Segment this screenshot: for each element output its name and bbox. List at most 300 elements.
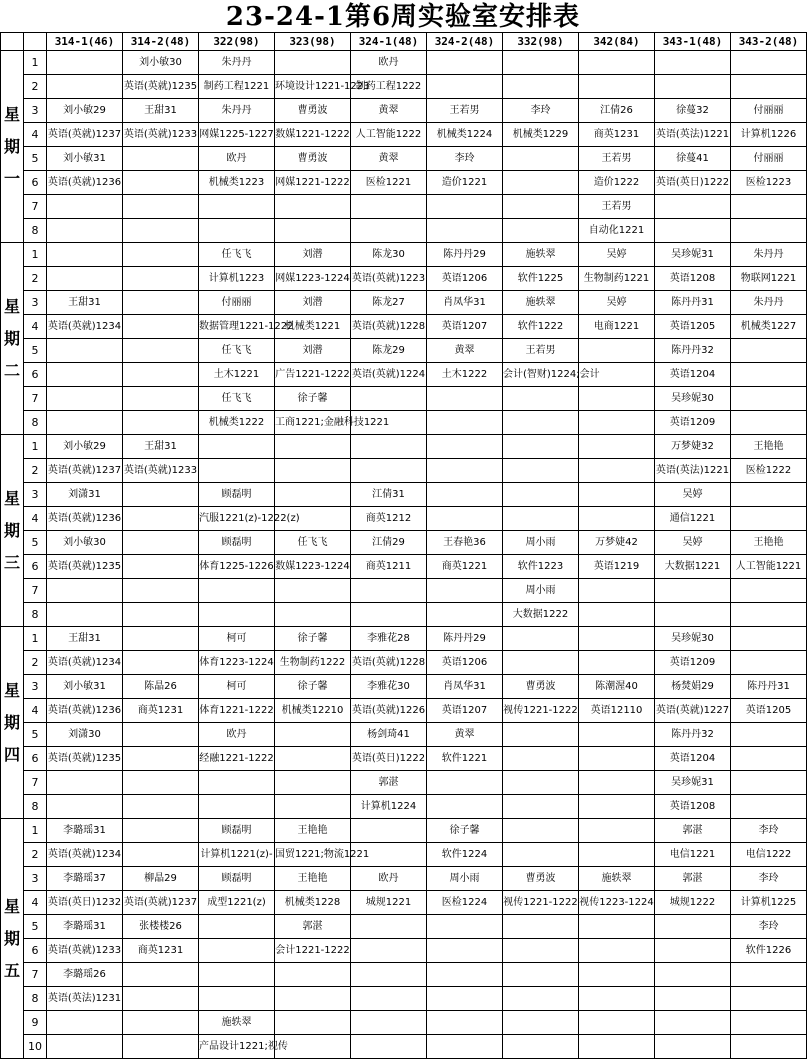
schedule-cell xyxy=(731,771,807,795)
schedule-cell xyxy=(123,411,199,435)
day-label-char: 星 xyxy=(3,488,20,508)
schedule-cell xyxy=(275,987,351,1011)
cell-text xyxy=(351,824,426,837)
cell-text xyxy=(275,584,350,597)
cell-text: 造价1221 xyxy=(441,177,488,188)
table-row xyxy=(1,579,807,603)
cell-text xyxy=(123,296,198,309)
schedule-cell xyxy=(503,579,579,603)
cell-text: 陈丹丹32 xyxy=(671,345,714,356)
schedule-cell xyxy=(199,267,275,291)
schedule-cell xyxy=(655,555,731,579)
cell-text: 英语(英就)1237 xyxy=(123,897,198,908)
cell-text xyxy=(351,968,426,981)
cell-text: 网媒1221-1222 xyxy=(275,177,350,188)
schedule-cell xyxy=(731,843,807,867)
schedule-cell xyxy=(275,435,351,459)
cell-text xyxy=(503,1040,578,1053)
schedule-cell xyxy=(579,531,655,555)
schedule-cell xyxy=(579,435,655,459)
cell-text xyxy=(579,464,654,477)
schedule-cell xyxy=(427,915,503,939)
cell-text: 刘小敏30 xyxy=(139,57,182,68)
cell-text xyxy=(351,608,426,621)
cell-text: 机械类12210 xyxy=(281,705,344,716)
schedule-cell xyxy=(427,195,503,219)
schedule-cell xyxy=(655,939,731,963)
cell-text: 徐蔓32 xyxy=(676,105,709,116)
cell-text xyxy=(579,920,654,933)
cell-text: 数据管理1221-1222 xyxy=(199,321,294,332)
cell-text: 江倩29 xyxy=(372,537,405,548)
schedule-cell xyxy=(123,603,199,627)
table-row xyxy=(1,819,807,843)
header-corner xyxy=(1,33,24,51)
table-row xyxy=(1,891,807,915)
day-label xyxy=(1,819,24,1059)
schedule-cell xyxy=(275,219,351,243)
cell-text: 江倩31 xyxy=(372,489,405,500)
cell-text xyxy=(351,992,426,1005)
schedule-cell xyxy=(427,651,503,675)
cell-text: 陈龙30 xyxy=(372,249,405,260)
schedule-cell xyxy=(731,579,807,603)
cell-text: 李玲 xyxy=(758,921,779,932)
cell-text: 李璐瑶26 xyxy=(63,969,106,980)
cell-text xyxy=(503,224,578,237)
schedule-cell xyxy=(731,747,807,771)
schedule-cell xyxy=(731,267,807,291)
cell-text xyxy=(123,272,198,285)
schedule-cell xyxy=(731,867,807,891)
cell-text: 英语(英就)1236 xyxy=(47,705,122,716)
cell-text: 黄翠 xyxy=(378,105,399,116)
cell-text xyxy=(579,632,654,645)
cell-text: 杨焚娟29 xyxy=(671,681,714,692)
cell-text xyxy=(275,464,350,477)
cell-text: 人工智能1221 xyxy=(735,561,802,572)
cell-text: 电信1222 xyxy=(745,849,792,860)
schedule-cell xyxy=(731,147,807,171)
schedule-cell xyxy=(427,531,503,555)
schedule-cell xyxy=(579,147,655,171)
schedule-cell xyxy=(275,267,351,291)
schedule-cell xyxy=(427,771,503,795)
cell-text xyxy=(123,656,198,669)
period-number: 7 xyxy=(24,579,47,603)
schedule-cell xyxy=(199,171,275,195)
schedule-cell xyxy=(123,795,199,819)
table-row xyxy=(1,339,807,363)
schedule-cell xyxy=(351,315,427,339)
cell-text xyxy=(503,920,578,933)
period-number: 2 xyxy=(24,459,47,483)
schedule-cell xyxy=(47,171,123,195)
cell-text: 英语(英就)1233 xyxy=(123,129,198,140)
cell-text: 英语1219 xyxy=(593,561,640,572)
schedule-cell xyxy=(275,195,351,219)
cell-text xyxy=(579,56,654,69)
cell-text: 大数据1221 xyxy=(664,561,721,572)
cell-text: 商英1211 xyxy=(365,561,412,572)
cell-text: 计算机1221(z)- xyxy=(200,849,273,860)
cell-text: 软件1225 xyxy=(517,273,564,284)
cell-text: 李玲 xyxy=(758,825,779,836)
schedule-cell xyxy=(199,531,275,555)
cell-text xyxy=(503,200,578,213)
schedule-cell xyxy=(579,747,655,771)
cell-text xyxy=(123,824,198,837)
day-label-char: 期 xyxy=(3,712,20,732)
cell-text: 数媒1223-1224 xyxy=(275,561,350,572)
period-number: 3 xyxy=(24,291,47,315)
cell-text: 刘潇31 xyxy=(68,489,101,500)
cell-text: 万梦婕32 xyxy=(671,441,714,452)
cell-text: 李玲 xyxy=(530,105,551,116)
period-number: 8 xyxy=(24,411,47,435)
cell-text xyxy=(427,608,502,621)
table-row xyxy=(1,99,807,123)
schedule-cell xyxy=(47,123,123,147)
schedule-cell xyxy=(351,771,427,795)
schedule-cell xyxy=(275,843,370,867)
cell-text xyxy=(427,488,502,501)
period-number: 2 xyxy=(24,75,47,99)
schedule-cell xyxy=(199,219,275,243)
cell-text xyxy=(503,440,578,453)
cell-text xyxy=(351,584,426,597)
cell-text: 刘潜 xyxy=(302,249,323,260)
schedule-cell xyxy=(199,771,275,795)
cell-text xyxy=(731,368,806,381)
cell-text: 任飞飞 xyxy=(297,537,328,548)
cell-text xyxy=(731,488,806,501)
cell-text: 王春艳36 xyxy=(443,537,486,548)
schedule-cell xyxy=(731,51,807,75)
cell-text: 徐子馨 xyxy=(297,393,328,404)
cell-text: 黄翠 xyxy=(378,153,399,164)
schedule-cell xyxy=(427,819,503,843)
cell-text: 英语1205 xyxy=(669,321,716,332)
schedule-cell xyxy=(123,219,199,243)
cell-text: 汽服1221(z)-1222(z) xyxy=(199,513,300,524)
schedule-cell xyxy=(427,1011,503,1035)
schedule-cell xyxy=(123,435,199,459)
cell-text: 计算机1223 xyxy=(208,273,265,284)
cell-text: 王艳艳 xyxy=(753,441,784,452)
schedule-cell xyxy=(731,243,807,267)
cell-text: 英语(英就)1233 xyxy=(47,945,122,956)
cell-text xyxy=(731,584,806,597)
schedule-cell xyxy=(275,603,351,627)
schedule-cell xyxy=(123,315,199,339)
schedule-cell xyxy=(579,219,655,243)
room-header: 322(98) xyxy=(199,33,275,51)
cell-text: 郭湛 xyxy=(302,921,323,932)
table-row xyxy=(1,939,807,963)
cell-text xyxy=(503,776,578,789)
cell-text: 广告1221-1222 xyxy=(275,369,350,380)
schedule-cell xyxy=(199,291,275,315)
cell-text xyxy=(579,656,654,669)
schedule-cell xyxy=(579,891,655,915)
cell-text: 李玲 xyxy=(758,873,779,884)
schedule-cell xyxy=(199,555,275,579)
cell-text xyxy=(503,152,578,165)
cell-text: 吴婷 xyxy=(682,489,703,500)
schedule-cell xyxy=(579,627,655,651)
schedule-cell xyxy=(275,771,351,795)
cell-text xyxy=(655,968,730,981)
schedule-cell xyxy=(123,291,199,315)
cell-text xyxy=(427,800,502,813)
schedule-cell xyxy=(199,75,275,99)
schedule-cell xyxy=(427,723,503,747)
schedule-cell xyxy=(731,891,807,915)
cell-text: 英语(英日)1222 xyxy=(655,177,730,188)
cell-text xyxy=(503,800,578,813)
table-row xyxy=(1,963,807,987)
cell-text: 王艳艳 xyxy=(753,537,784,548)
cell-text xyxy=(47,368,122,381)
cell-text: 英语(英就)1233 xyxy=(123,465,198,476)
cell-text: 英语(英日)1232 xyxy=(47,897,122,908)
schedule-cell xyxy=(579,675,655,699)
schedule-cell xyxy=(427,363,503,387)
day-label xyxy=(1,435,24,627)
schedule-cell xyxy=(275,147,351,171)
cell-text xyxy=(427,776,502,789)
cell-text xyxy=(199,440,274,453)
cell-text xyxy=(47,248,122,261)
schedule-cell xyxy=(47,243,123,267)
cell-text: 大数据1222 xyxy=(512,609,569,620)
day-label-char: 星 xyxy=(3,104,20,124)
cell-text: 朱丹丹 xyxy=(753,297,784,308)
schedule-cell xyxy=(199,123,275,147)
schedule-cell xyxy=(503,267,579,291)
schedule-cell xyxy=(123,843,199,867)
schedule-cell xyxy=(275,123,351,147)
table-row xyxy=(1,483,807,507)
cell-text: 欧丹 xyxy=(226,153,247,164)
schedule-cell xyxy=(47,267,123,291)
schedule-cell xyxy=(579,867,655,891)
schedule-cell xyxy=(427,267,503,291)
schedule-cell xyxy=(731,963,807,987)
cell-text: 城规1222 xyxy=(669,897,716,908)
schedule-cell xyxy=(275,1011,351,1035)
schedule-cell xyxy=(503,915,579,939)
schedule-cell xyxy=(427,459,503,483)
schedule-cell xyxy=(351,99,427,123)
room-header: 332(98) xyxy=(503,33,579,51)
schedule-cell xyxy=(199,1035,288,1059)
cell-text: 王甜31 xyxy=(144,441,177,452)
cell-text: 英语(英就)1234 xyxy=(47,849,122,860)
cell-text xyxy=(579,80,654,93)
schedule-cell xyxy=(351,627,427,651)
cell-text: 医检1223 xyxy=(745,177,792,188)
cell-text xyxy=(503,80,578,93)
schedule-cell xyxy=(351,531,427,555)
schedule-cell xyxy=(655,723,731,747)
schedule-cell xyxy=(731,411,807,435)
cell-text: 肖凤华31 xyxy=(443,297,486,308)
cell-text: 李雅花28 xyxy=(367,633,410,644)
cell-text xyxy=(579,848,654,861)
cell-text xyxy=(731,416,806,429)
schedule-cell xyxy=(579,459,655,483)
cell-text xyxy=(579,824,654,837)
schedule-cell xyxy=(199,435,275,459)
schedule-cell xyxy=(655,147,731,171)
schedule-cell xyxy=(351,579,427,603)
cell-text xyxy=(123,536,198,549)
schedule-cell xyxy=(503,195,579,219)
cell-text xyxy=(199,608,274,621)
schedule-cell xyxy=(731,555,807,579)
schedule-cell xyxy=(503,603,579,627)
cell-text: 软件1226 xyxy=(745,945,792,956)
period-number: 7 xyxy=(24,387,47,411)
schedule-cell xyxy=(47,459,123,483)
schedule-cell xyxy=(275,819,351,843)
schedule-cell xyxy=(503,819,579,843)
schedule-cell xyxy=(731,699,807,723)
cell-text: 黄翠 xyxy=(454,345,475,356)
period-number: 1 xyxy=(24,819,47,843)
schedule-cell xyxy=(579,651,655,675)
period-number: 5 xyxy=(24,531,47,555)
cell-text: 柯可 xyxy=(226,633,247,644)
cell-text: 万梦婕42 xyxy=(595,537,638,548)
schedule-cell xyxy=(275,483,351,507)
schedule-cell xyxy=(427,123,503,147)
cell-text xyxy=(123,200,198,213)
cell-text xyxy=(579,968,654,981)
schedule-cell xyxy=(199,459,275,483)
schedule-cell xyxy=(427,603,503,627)
schedule-cell xyxy=(275,675,351,699)
cell-text: 英语1204 xyxy=(669,753,716,764)
cell-text: 机械类1221 xyxy=(284,321,341,332)
schedule-cell xyxy=(655,195,731,219)
cell-text: 郭湛 xyxy=(682,825,703,836)
cell-text xyxy=(199,992,274,1005)
cell-text: 吴婷 xyxy=(606,297,627,308)
cell-text: 任飞飞 xyxy=(221,393,252,404)
schedule-cell xyxy=(427,963,503,987)
cell-text: 英语(英就)1236 xyxy=(47,513,122,524)
schedule-cell xyxy=(199,195,275,219)
schedule-cell xyxy=(731,507,807,531)
cell-text xyxy=(503,416,578,429)
cell-text: 江倩26 xyxy=(600,105,633,116)
period-number: 6 xyxy=(24,171,47,195)
cell-text: 周小雨 xyxy=(525,585,556,596)
schedule-cell xyxy=(427,747,503,771)
schedule-cell xyxy=(503,339,579,363)
cell-text xyxy=(503,824,578,837)
cell-text: 自动化1221 xyxy=(588,225,645,236)
period-number: 3 xyxy=(24,99,47,123)
schedule-cell xyxy=(427,675,503,699)
table-row xyxy=(1,219,807,243)
cell-text: 付丽丽 xyxy=(753,105,784,116)
cell-text xyxy=(731,608,806,621)
schedule-cell xyxy=(199,963,275,987)
schedule-cell xyxy=(123,939,199,963)
schedule-cell xyxy=(503,699,579,723)
schedule-cell xyxy=(579,1011,655,1035)
table-row xyxy=(1,411,807,435)
schedule-cell xyxy=(655,891,731,915)
schedule-cell xyxy=(351,51,427,75)
period-number: 10 xyxy=(24,1035,47,1059)
cell-text xyxy=(275,800,350,813)
room-header: 342(84) xyxy=(579,33,655,51)
cell-text: 施轶翠 xyxy=(525,297,556,308)
schedule-cell xyxy=(731,987,807,1011)
cell-text: 吴珍妮31 xyxy=(671,777,714,788)
schedule-cell xyxy=(351,723,427,747)
schedule-body xyxy=(1,33,807,1059)
cell-text: 施轶翠 xyxy=(601,873,632,884)
schedule-cell xyxy=(47,411,123,435)
cell-text xyxy=(655,608,730,621)
schedule-cell xyxy=(731,1035,807,1059)
schedule-cell xyxy=(579,555,655,579)
schedule-cell xyxy=(427,579,503,603)
cell-text: 英语1208 xyxy=(669,273,716,284)
schedule-cell xyxy=(275,723,351,747)
cell-text xyxy=(123,368,198,381)
schedule-cell xyxy=(503,651,579,675)
cell-text xyxy=(427,968,502,981)
schedule-cell xyxy=(47,699,123,723)
schedule-cell xyxy=(351,75,427,99)
cell-text xyxy=(427,1016,502,1029)
schedule-cell xyxy=(351,483,427,507)
cell-text: 徐蔓41 xyxy=(676,153,709,164)
schedule-cell xyxy=(351,387,427,411)
cell-text: 商英1231 xyxy=(137,705,184,716)
schedule-cell xyxy=(503,1011,579,1035)
schedule-cell xyxy=(579,1035,655,1059)
cell-text: 物联网1221 xyxy=(740,273,797,284)
cell-text: 陈潮渥40 xyxy=(595,681,638,692)
day-label-char: 一 xyxy=(3,168,20,188)
day-label-char: 期 xyxy=(3,136,20,156)
schedule-cell xyxy=(275,867,351,891)
schedule-cell xyxy=(351,555,427,579)
cell-text: 计算机1225 xyxy=(740,897,797,908)
schedule-cell xyxy=(275,531,351,555)
cell-text: 刘潜 xyxy=(302,297,323,308)
schedule-cell xyxy=(199,987,275,1011)
cell-text xyxy=(47,800,122,813)
cell-text xyxy=(579,392,654,405)
period-number: 4 xyxy=(24,699,47,723)
table-row xyxy=(1,987,807,1011)
cell-text xyxy=(123,392,198,405)
schedule-cell xyxy=(199,147,275,171)
period-number: 8 xyxy=(24,219,47,243)
schedule-cell xyxy=(123,483,199,507)
cell-text: 刘小敏31 xyxy=(63,681,106,692)
period-number: 3 xyxy=(24,675,47,699)
